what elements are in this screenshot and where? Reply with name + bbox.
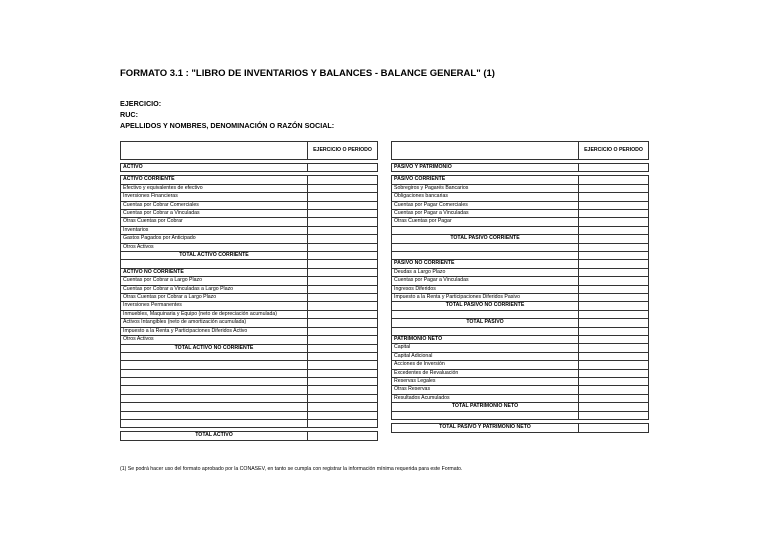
table-row [121, 201, 378, 209]
period-value-cell[interactable] [579, 285, 649, 293]
footnote: (1) Se podrá hacer uso del formato aprobado por la CONASEV, en tanto se cumpla con registrar la información mínima requerida para este Formato. [120, 466, 463, 472]
row-label: TOTAL PASIVO NO CORRIENTE [392, 302, 579, 310]
row-label [121, 420, 308, 428]
row-label: Otros Activos [121, 336, 308, 344]
period-value-cell[interactable] [579, 327, 649, 335]
row-label: Acciones de Inversión [392, 361, 579, 369]
row-label [392, 411, 579, 419]
table-row [392, 164, 649, 172]
period-value-cell[interactable] [308, 319, 378, 327]
table-row [121, 319, 378, 327]
period-value-cell[interactable] [579, 218, 649, 226]
table-row [392, 336, 649, 344]
period-value-cell[interactable] [308, 386, 378, 394]
row-label: Otros Activos [121, 243, 308, 251]
row-label: PATRIMONIO NETO [392, 336, 579, 344]
row-label: Otras Reservas [392, 386, 579, 394]
period-value-cell[interactable] [308, 394, 378, 402]
period-value-cell[interactable] [308, 336, 378, 344]
table-row [392, 403, 649, 411]
row-label: Inversiones Permanentes [121, 302, 308, 310]
period-value-cell[interactable] [308, 285, 378, 293]
table-row [121, 378, 378, 386]
table-row [121, 352, 378, 360]
row-label [121, 378, 308, 386]
row-label: PASIVO CORRIENTE [392, 176, 579, 184]
row-label [121, 352, 308, 360]
row-label [392, 310, 579, 318]
row-label [121, 403, 308, 411]
table-row [121, 184, 378, 192]
row-label: ACTIVO NO CORRIENTE [121, 268, 308, 276]
row-label: PASIVO NO CORRIENTE [392, 260, 579, 268]
activo-table [120, 141, 378, 441]
table-row [392, 243, 649, 251]
table-row [392, 210, 649, 218]
ruc-label: RUC: [120, 110, 138, 119]
period-value-cell[interactable] [308, 260, 378, 268]
period-value-cell[interactable] [308, 344, 378, 352]
row-label: Cuentas por Cobrar a Largo Plazo [121, 277, 308, 285]
period-value-cell[interactable] [579, 403, 649, 411]
table-row [121, 218, 378, 226]
period-value-cell[interactable] [308, 164, 378, 172]
row-label: Cuentas por Cobrar a Vinculadas [121, 210, 308, 218]
period-value-cell[interactable] [579, 369, 649, 377]
row-label: TOTAL ACTIVO NO CORRIENTE [121, 344, 308, 352]
table-row [121, 260, 378, 268]
period-value-cell[interactable] [579, 319, 649, 327]
period-value-cell[interactable] [308, 218, 378, 226]
period-value-cell[interactable] [308, 361, 378, 369]
table-row [392, 411, 649, 419]
row-label: Sobregiros y Pagarés Bancarios [392, 184, 579, 192]
period-value-cell[interactable] [579, 310, 649, 318]
period-value-cell[interactable] [308, 294, 378, 302]
table-row [121, 285, 378, 293]
table-row [121, 336, 378, 344]
table-row [121, 176, 378, 184]
period-value-cell[interactable] [308, 378, 378, 386]
table-row [392, 369, 649, 377]
row-label: Impuesto a la Renta y Participaciones Diferidos Pasivo [392, 294, 579, 302]
period-value-cell[interactable] [308, 193, 378, 201]
table-row [121, 193, 378, 201]
table-row [392, 394, 649, 402]
period-value-cell[interactable] [308, 210, 378, 218]
row-label: Inmuebles, Maquinaria y Equipo (neto de depreciación acumulada) [121, 310, 308, 318]
table-row [392, 424, 649, 432]
row-label [121, 411, 308, 419]
table-row [121, 164, 378, 172]
row-label: Cuentas por Pagar a Vinculadas [392, 277, 579, 285]
period-value-cell[interactable] [579, 352, 649, 360]
table-row [121, 294, 378, 302]
ejercicio-header: EJERCICIO O PERIODO [308, 142, 378, 160]
row-label: Gastos Pagados por Anticipado [121, 235, 308, 243]
period-value-cell[interactable] [308, 252, 378, 260]
period-value-cell[interactable] [308, 268, 378, 276]
row-label: Capital Adicional [392, 352, 579, 360]
period-value-cell[interactable] [579, 344, 649, 352]
period-value-cell[interactable] [579, 164, 649, 172]
row-label [121, 260, 308, 268]
table-row [121, 243, 378, 251]
period-value-cell[interactable] [579, 226, 649, 234]
table-row [392, 235, 649, 243]
table-row [121, 226, 378, 234]
period-value-cell[interactable] [308, 176, 378, 184]
row-label [121, 369, 308, 377]
table-row [392, 352, 649, 360]
table-row [121, 235, 378, 243]
row-label [392, 243, 579, 251]
period-value-cell[interactable] [308, 403, 378, 411]
table-row [121, 403, 378, 411]
table-row [392, 193, 649, 201]
period-value-cell[interactable] [308, 420, 378, 428]
row-label [121, 394, 308, 402]
period-value-cell[interactable] [308, 235, 378, 243]
row-label: Cuentas por Cobrar Comerciales [121, 201, 308, 209]
ejercicio-header: EJERCICIO O PERIODO [579, 142, 649, 160]
table-row [121, 394, 378, 402]
period-value-cell[interactable] [579, 235, 649, 243]
row-label: TOTAL PATRIMONIO NETO [392, 403, 579, 411]
table-row [121, 277, 378, 285]
period-value-cell[interactable] [308, 243, 378, 251]
table-row [121, 386, 378, 394]
table-row [392, 319, 649, 327]
period-value-cell[interactable] [579, 411, 649, 419]
table-row [392, 277, 649, 285]
period-value-cell[interactable] [579, 252, 649, 260]
row-label: TOTAL PASIVO CORRIENTE [392, 235, 579, 243]
table-row [392, 361, 649, 369]
table-row [392, 310, 649, 318]
period-value-cell[interactable] [579, 277, 649, 285]
table-row [121, 327, 378, 335]
period-value-cell[interactable] [308, 310, 378, 318]
table-row [121, 369, 378, 377]
row-label [392, 226, 579, 234]
row-label [121, 361, 308, 369]
row-label: Otras Cuentas por Cobrar [121, 218, 308, 226]
header-blank-cell [392, 142, 579, 160]
table-row [392, 268, 649, 276]
table-row [392, 226, 649, 234]
row-label: Impuesto a la Renta y Participaciones Diferidos Activo [121, 327, 308, 335]
row-label: TOTAL PASIVO Y PATRIMONIO NETO [392, 424, 579, 432]
row-label: TOTAL PASIVO [392, 319, 579, 327]
table-row [392, 201, 649, 209]
table-row [392, 260, 649, 268]
table-row [392, 184, 649, 192]
period-value-cell[interactable] [579, 294, 649, 302]
period-value-cell[interactable] [579, 201, 649, 209]
row-label: Reservas Legales [392, 378, 579, 386]
row-label: Deudas a Largo Plazo [392, 268, 579, 276]
table-row [121, 361, 378, 369]
row-label: ACTIVO CORRIENTE [121, 176, 308, 184]
row-label: Otras Cuentas por Cobrar a Largo Plazo [121, 294, 308, 302]
row-label [392, 327, 579, 335]
row-label: PASIVO Y PATRIMONIO [392, 164, 579, 172]
period-value-cell[interactable] [579, 176, 649, 184]
row-label: TOTAL ACTIVO CORRIENTE [121, 252, 308, 260]
table-row [392, 285, 649, 293]
period-value-cell[interactable] [308, 226, 378, 234]
period-value-cell[interactable] [308, 369, 378, 377]
table-row [121, 302, 378, 310]
row-label: Resultados Acumulados [392, 394, 579, 402]
period-value-cell[interactable] [579, 260, 649, 268]
table-row [121, 344, 378, 352]
table-row [121, 310, 378, 318]
row-label: Ingresos Diferidos [392, 285, 579, 293]
period-value-cell[interactable] [579, 394, 649, 402]
row-label: Cuentas por Pagar Comerciales [392, 201, 579, 209]
row-label [392, 252, 579, 260]
period-value-cell[interactable] [579, 184, 649, 192]
table-row [392, 218, 649, 226]
table-row [121, 210, 378, 218]
table-row [121, 252, 378, 260]
razon-social-label: APELLIDOS Y NOMBRES, DENOMINACIÓN O RAZÓN SOCIAL: [120, 121, 335, 130]
table-row [392, 294, 649, 302]
period-value-cell[interactable] [579, 336, 649, 344]
table-row [121, 420, 378, 428]
period-value-cell[interactable] [308, 352, 378, 360]
header-blank-cell [121, 142, 308, 160]
period-value-cell[interactable] [579, 424, 649, 432]
table-row [121, 268, 378, 276]
row-label: Cuentas por Pagar a Vinculadas [392, 210, 579, 218]
document-title: FORMATO 3.1 : "LIBRO DE INVENTARIOS Y BALANCES - BALANCE GENERAL" (1) [120, 68, 495, 79]
table-row [392, 176, 649, 184]
period-value-cell[interactable] [308, 302, 378, 310]
table-row [392, 327, 649, 335]
period-value-cell[interactable] [308, 327, 378, 335]
period-value-cell[interactable] [579, 361, 649, 369]
row-label: Excedentes de Revaluación [392, 369, 579, 377]
period-value-cell[interactable] [579, 193, 649, 201]
ejercicio-label: EJERCICIO: [120, 99, 162, 108]
table-row [121, 432, 378, 440]
row-label: TOTAL ACTIVO [121, 432, 308, 440]
row-label: Efectivo y equivalentes de efectivo [121, 184, 308, 192]
table-row [392, 344, 649, 352]
table-row [392, 386, 649, 394]
row-label: Inversiones Financieras [121, 193, 308, 201]
period-value-cell[interactable] [579, 386, 649, 394]
table-row [121, 411, 378, 419]
period-value-cell[interactable] [579, 210, 649, 218]
period-value-cell[interactable] [579, 302, 649, 310]
period-value-cell[interactable] [308, 411, 378, 419]
row-label [121, 386, 308, 394]
period-value-cell[interactable] [579, 268, 649, 276]
period-value-cell[interactable] [308, 277, 378, 285]
period-value-cell[interactable] [579, 378, 649, 386]
row-label: ACTIVO [121, 164, 308, 172]
table-row [392, 252, 649, 260]
row-label: Inventarios [121, 226, 308, 234]
row-label: Otras Cuentas por Pagar [392, 218, 579, 226]
period-value-cell[interactable] [308, 201, 378, 209]
table-row [392, 378, 649, 386]
row-label: Activos Intangibles (neto de amortización acumulada) [121, 319, 308, 327]
period-value-cell[interactable] [308, 184, 378, 192]
period-value-cell[interactable] [308, 432, 378, 440]
table-row [392, 302, 649, 310]
pasivo-patrimonio-table [391, 141, 649, 433]
period-value-cell[interactable] [579, 243, 649, 251]
row-label: Cuentas por Cobrar a Vinculadas a Largo Plazo [121, 285, 308, 293]
row-label: Obligaciones bancarias [392, 193, 579, 201]
row-label: Capital [392, 344, 579, 352]
